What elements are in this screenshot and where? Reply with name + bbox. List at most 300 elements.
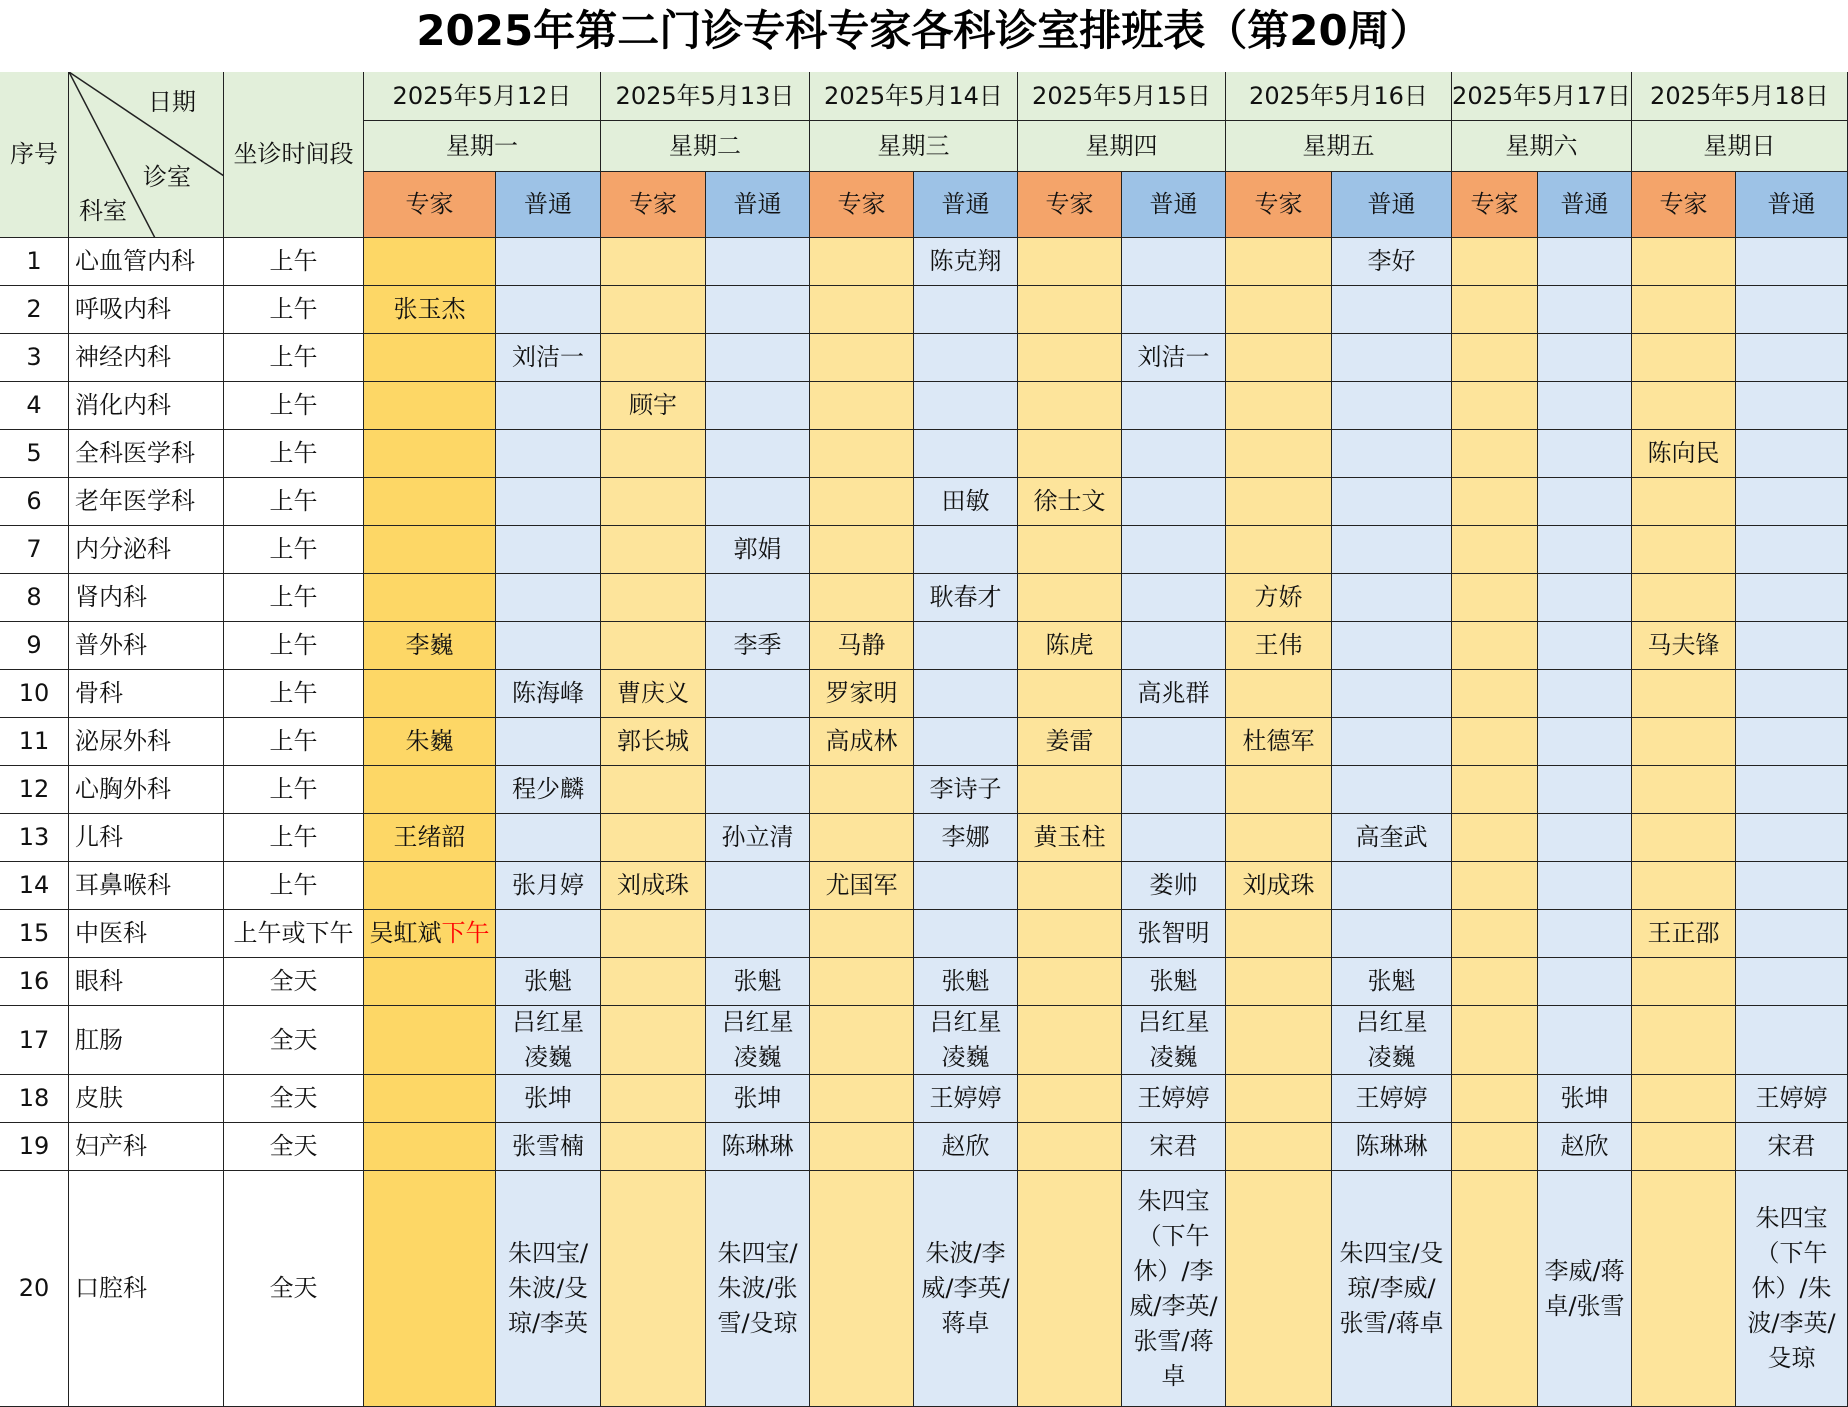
row-dept: 儿科	[69, 814, 224, 862]
general-cell	[496, 382, 601, 430]
row-seq: 8	[0, 574, 69, 622]
header-weekday: 星期一	[364, 121, 601, 172]
general-cell	[914, 622, 1018, 670]
general-cell: 朱四宝 （下午 休）/朱 波/李英/ 殳琼	[1736, 1171, 1848, 1407]
general-cell	[706, 862, 810, 910]
expert-cell: 杜德军	[1226, 718, 1332, 766]
expert-cell	[1452, 526, 1538, 574]
expert-cell: 高成林	[810, 718, 914, 766]
general-cell: 朱波/李 威/李英/ 蒋卓	[914, 1171, 1018, 1407]
header-date: 2025年5月17日	[1452, 72, 1632, 121]
general-cell	[496, 910, 601, 958]
expert-cell	[364, 574, 496, 622]
general-cell	[706, 574, 810, 622]
general-cell	[1332, 526, 1452, 574]
general-cell: 李好	[1332, 238, 1452, 286]
row-dept: 耳鼻喉科	[69, 862, 224, 910]
expert-cell	[1452, 382, 1538, 430]
row-dept: 中医科	[69, 910, 224, 958]
row-time: 上午	[224, 382, 364, 430]
row-time: 全天	[224, 1123, 364, 1171]
general-cell	[1538, 574, 1632, 622]
expert-cell	[1018, 1171, 1122, 1407]
row-time: 全天	[224, 1075, 364, 1123]
expert-cell	[810, 574, 914, 622]
expert-cell	[810, 286, 914, 334]
row-dept: 妇产科	[69, 1123, 224, 1171]
expert-cell	[364, 526, 496, 574]
expert-cell	[1018, 430, 1122, 478]
general-cell: 朱四宝/ 朱波/殳 琼/李英	[496, 1171, 601, 1407]
general-cell	[1122, 430, 1226, 478]
expert-cell	[1632, 238, 1736, 286]
row-seq: 12	[0, 766, 69, 814]
row-time: 全天	[224, 958, 364, 1006]
expert-cell	[1226, 1171, 1332, 1407]
expert-cell	[1452, 1123, 1538, 1171]
expert-cell	[601, 1006, 706, 1075]
row-dept: 神经内科	[69, 334, 224, 382]
expert-cell	[1632, 1171, 1736, 1407]
general-cell: 宋君	[1122, 1123, 1226, 1171]
row-dept: 泌尿外科	[69, 718, 224, 766]
expert-cell: 王正邵	[1632, 910, 1736, 958]
expert-cell: 陈向民	[1632, 430, 1736, 478]
row-time: 上午	[224, 814, 364, 862]
general-cell: 陈海峰	[496, 670, 601, 718]
general-cell	[1122, 766, 1226, 814]
row-dept: 消化内科	[69, 382, 224, 430]
expert-cell	[1452, 1006, 1538, 1075]
expert-cell	[810, 1123, 914, 1171]
general-cell	[1736, 670, 1848, 718]
general-cell: 张魁	[496, 958, 601, 1006]
expert-cell	[1632, 382, 1736, 430]
general-cell	[914, 430, 1018, 478]
header-general: 普通	[1538, 172, 1632, 238]
general-cell: 张魁	[1122, 958, 1226, 1006]
general-cell	[1122, 574, 1226, 622]
general-cell	[1736, 238, 1848, 286]
expert-cell	[1632, 478, 1736, 526]
general-cell	[1332, 862, 1452, 910]
general-cell	[1538, 286, 1632, 334]
expert-cell	[1018, 958, 1122, 1006]
general-cell	[1122, 382, 1226, 430]
general-cell	[1332, 622, 1452, 670]
general-cell	[914, 718, 1018, 766]
expert-cell: 顾宇	[601, 382, 706, 430]
row-dept: 老年医学科	[69, 478, 224, 526]
general-cell	[1736, 286, 1848, 334]
header-general: 普通	[1736, 172, 1848, 238]
expert-cell: 尤国军	[810, 862, 914, 910]
expert-cell	[1226, 1123, 1332, 1171]
row-dept: 全科医学科	[69, 430, 224, 478]
expert-cell	[1018, 382, 1122, 430]
expert-cell	[601, 430, 706, 478]
general-cell: 刘洁一	[1122, 334, 1226, 382]
general-cell: 田敏	[914, 478, 1018, 526]
general-cell	[1736, 382, 1848, 430]
general-cell	[496, 814, 601, 862]
row-dept: 肾内科	[69, 574, 224, 622]
general-cell	[1332, 286, 1452, 334]
expert-cell: 徐士文	[1018, 478, 1122, 526]
general-cell: 张魁	[706, 958, 810, 1006]
expert-cell	[601, 814, 706, 862]
header-expert: 专家	[364, 172, 496, 238]
row-time: 上午	[224, 286, 364, 334]
expert-cell	[364, 910, 496, 958]
expert-cell	[810, 814, 914, 862]
expert-cell: 刘成珠	[1226, 862, 1332, 910]
general-cell	[706, 334, 810, 382]
general-cell: 朱四宝 （下午 休）/李 威/李英/ 张雪/蒋 卓	[1122, 1171, 1226, 1407]
general-cell	[914, 670, 1018, 718]
general-cell	[496, 526, 601, 574]
expert-cell	[601, 622, 706, 670]
expert-cell	[1226, 1075, 1332, 1123]
expert-cell	[1452, 958, 1538, 1006]
expert-cell	[1632, 334, 1736, 382]
general-cell	[1538, 958, 1632, 1006]
general-cell: 吕红星 凌巍	[1332, 1006, 1452, 1075]
expert-cell	[1632, 574, 1736, 622]
general-cell	[1538, 718, 1632, 766]
general-cell: 张魁	[914, 958, 1018, 1006]
expert-cell	[1452, 910, 1538, 958]
expert-cell	[1632, 526, 1736, 574]
general-cell: 张坤	[706, 1075, 810, 1123]
row-dept: 皮肤	[69, 1075, 224, 1123]
general-cell	[1538, 382, 1632, 430]
expert-cell	[601, 1123, 706, 1171]
header-date: 2025年5月16日	[1226, 72, 1452, 121]
expert-cell: 曹庆义	[601, 670, 706, 718]
expert-cell: 罗家明	[810, 670, 914, 718]
general-cell	[496, 622, 601, 670]
general-cell	[1736, 862, 1848, 910]
row-time: 上午	[224, 478, 364, 526]
expert-cell	[1018, 766, 1122, 814]
expert-cell	[1018, 1006, 1122, 1075]
expert-cell	[1452, 1075, 1538, 1123]
general-cell	[1538, 766, 1632, 814]
general-cell	[1122, 814, 1226, 862]
expert-cell	[1018, 862, 1122, 910]
expert-cell	[1632, 718, 1736, 766]
general-cell: 张智明	[1122, 910, 1226, 958]
header-dept-label: 科室	[79, 197, 127, 225]
general-cell: 陈克翔	[914, 238, 1018, 286]
general-cell: 李季	[706, 622, 810, 670]
general-cell	[1736, 958, 1848, 1006]
expert-cell	[364, 1123, 496, 1171]
expert-cell	[1226, 478, 1332, 526]
general-cell: 孙立清	[706, 814, 810, 862]
general-cell: 郭娟	[706, 526, 810, 574]
row-seq: 2	[0, 286, 69, 334]
expert-cell	[1018, 238, 1122, 286]
general-cell	[1736, 1006, 1848, 1075]
header-weekday: 星期三	[810, 121, 1018, 172]
expert-cell	[810, 1171, 914, 1407]
expert-cell	[601, 766, 706, 814]
general-cell	[1538, 622, 1632, 670]
general-cell: 张坤	[1538, 1075, 1632, 1123]
general-cell	[1538, 334, 1632, 382]
expert-cell	[1018, 574, 1122, 622]
expert-cell	[810, 238, 914, 286]
expert-cell	[1018, 334, 1122, 382]
expert-cell	[1452, 286, 1538, 334]
expert-cell	[1018, 910, 1122, 958]
header-expert: 专家	[1226, 172, 1332, 238]
expert-cell	[364, 1075, 496, 1123]
row-seq: 15	[0, 910, 69, 958]
row-seq: 14	[0, 862, 69, 910]
header-date: 2025年5月15日	[1018, 72, 1226, 121]
general-cell	[496, 718, 601, 766]
general-cell	[1538, 478, 1632, 526]
header-weekday: 星期六	[1452, 121, 1632, 172]
expert-cell	[810, 430, 914, 478]
general-cell: 李娜	[914, 814, 1018, 862]
general-cell	[1538, 238, 1632, 286]
expert-cell	[1452, 622, 1538, 670]
expert-cell	[1018, 670, 1122, 718]
expert-cell	[1018, 526, 1122, 574]
general-cell	[1332, 334, 1452, 382]
row-seq: 17	[0, 1006, 69, 1075]
general-cell	[1736, 718, 1848, 766]
general-cell	[914, 526, 1018, 574]
expert-cell: 王绪韶	[364, 814, 496, 862]
row-seq: 10	[0, 670, 69, 718]
expert-cell: 马夫锋	[1632, 622, 1736, 670]
general-cell	[1332, 430, 1452, 478]
general-cell: 娄帅	[1122, 862, 1226, 910]
general-cell	[1332, 718, 1452, 766]
doctor-name: 吴虹斌	[369, 919, 442, 947]
expert-cell	[1632, 670, 1736, 718]
general-cell	[914, 334, 1018, 382]
expert-cell	[601, 958, 706, 1006]
expert-cell: 李巍	[364, 622, 496, 670]
header-expert: 专家	[1018, 172, 1122, 238]
expert-cell	[1452, 430, 1538, 478]
general-cell	[706, 766, 810, 814]
expert-cell	[810, 526, 914, 574]
row-dept: 骨科	[69, 670, 224, 718]
general-cell	[1332, 910, 1452, 958]
general-cell: 陈琳琳	[706, 1123, 810, 1171]
general-cell	[1332, 382, 1452, 430]
expert-cell	[1632, 1123, 1736, 1171]
expert-cell	[364, 1006, 496, 1075]
header-weekday: 星期五	[1226, 121, 1452, 172]
header-expert: 专家	[1452, 172, 1538, 238]
expert-cell	[1452, 670, 1538, 718]
expert-cell	[810, 766, 914, 814]
general-cell	[706, 382, 810, 430]
row-time: 上午	[224, 526, 364, 574]
general-cell	[1538, 910, 1632, 958]
expert-cell	[810, 910, 914, 958]
header-weekday: 星期日	[1632, 121, 1848, 172]
expert-cell: 陈虎	[1018, 622, 1122, 670]
row-time: 上午或下午	[224, 910, 364, 958]
general-cell	[1736, 622, 1848, 670]
general-cell	[496, 430, 601, 478]
general-cell	[1122, 526, 1226, 574]
header-room-label: 诊室	[143, 163, 191, 191]
header-date: 2025年5月14日	[810, 72, 1018, 121]
general-cell	[1736, 814, 1848, 862]
general-cell: 耿春才	[914, 574, 1018, 622]
expert-cell	[810, 958, 914, 1006]
row-dept: 肛肠	[69, 1006, 224, 1075]
general-cell: 张月婷	[496, 862, 601, 910]
row-dept: 心血管内科	[69, 238, 224, 286]
row-time: 上午	[224, 238, 364, 286]
header-general: 普通	[1122, 172, 1226, 238]
expert-cell	[1226, 286, 1332, 334]
general-cell	[1122, 622, 1226, 670]
row-dept: 眼科	[69, 958, 224, 1006]
expert-cell	[1226, 910, 1332, 958]
row-time: 上午	[224, 718, 364, 766]
row-dept: 心胸外科	[69, 766, 224, 814]
general-cell: 吕红星 凌巍	[1122, 1006, 1226, 1075]
general-cell	[914, 382, 1018, 430]
general-cell	[1538, 430, 1632, 478]
row-time: 上午	[224, 334, 364, 382]
general-cell	[1736, 910, 1848, 958]
expert-cell: 黄玉柱	[1018, 814, 1122, 862]
row-dept: 内分泌科	[69, 526, 224, 574]
expert-cell: 马静	[810, 622, 914, 670]
row-seq: 13	[0, 814, 69, 862]
general-cell	[1736, 334, 1848, 382]
general-cell	[496, 478, 601, 526]
general-cell	[1332, 766, 1452, 814]
expert-cell	[364, 862, 496, 910]
row-time: 上午	[224, 670, 364, 718]
row-seq: 9	[0, 622, 69, 670]
expert-cell	[1226, 526, 1332, 574]
expert-cell	[1632, 1006, 1736, 1075]
expert-cell	[1632, 862, 1736, 910]
general-cell	[496, 286, 601, 334]
general-cell	[1538, 862, 1632, 910]
expert-cell	[601, 910, 706, 958]
general-cell: 宋君	[1736, 1123, 1848, 1171]
expert-cell	[1452, 574, 1538, 622]
general-cell: 程少麟	[496, 766, 601, 814]
general-cell	[1538, 526, 1632, 574]
general-cell: 王婷婷	[1332, 1075, 1452, 1123]
expert-cell	[364, 766, 496, 814]
general-cell: 张魁	[1332, 958, 1452, 1006]
general-cell: 高兆群	[1122, 670, 1226, 718]
general-cell	[1736, 430, 1848, 478]
header-general: 普通	[706, 172, 810, 238]
row-seq: 19	[0, 1123, 69, 1171]
general-cell	[1736, 766, 1848, 814]
general-cell	[914, 862, 1018, 910]
expert-cell: 张玉杰	[364, 286, 496, 334]
expert-cell	[601, 1075, 706, 1123]
row-time: 全天	[224, 1006, 364, 1075]
expert-cell	[810, 382, 914, 430]
row-time: 全天	[224, 1171, 364, 1407]
general-cell	[706, 238, 810, 286]
row-dept: 呼吸内科	[69, 286, 224, 334]
general-cell: 王婷婷	[914, 1075, 1018, 1123]
general-cell	[1332, 478, 1452, 526]
general-cell	[1538, 670, 1632, 718]
expert-cell	[1452, 1171, 1538, 1407]
general-cell: 陈琳琳	[1332, 1123, 1452, 1171]
row-seq: 3	[0, 334, 69, 382]
expert-cell	[364, 670, 496, 718]
general-cell: 张雪楠	[496, 1123, 601, 1171]
expert-cell	[1452, 718, 1538, 766]
expert-cell: 方娇	[1226, 574, 1332, 622]
expert-cell	[601, 334, 706, 382]
page-title: 2025年第二门诊专科专家各科诊室排班表（第20周）	[416, 6, 1432, 55]
row-dept: 普外科	[69, 622, 224, 670]
expert-cell	[810, 334, 914, 382]
expert-cell	[1226, 1006, 1332, 1075]
general-cell	[496, 574, 601, 622]
expert-cell	[1632, 814, 1736, 862]
expert-cell	[1452, 334, 1538, 382]
row-seq: 18	[0, 1075, 69, 1123]
expert-cell	[1452, 862, 1538, 910]
header-general: 普通	[496, 172, 601, 238]
row-time: 上午	[224, 622, 364, 670]
row-seq: 7	[0, 526, 69, 574]
header-general: 普通	[1332, 172, 1452, 238]
row-time: 上午	[224, 574, 364, 622]
expert-cell	[364, 478, 496, 526]
row-seq: 4	[0, 382, 69, 430]
general-cell: 李诗子	[914, 766, 1018, 814]
general-cell	[914, 910, 1018, 958]
header-expert: 专家	[601, 172, 706, 238]
general-cell	[1332, 574, 1452, 622]
general-cell: 赵欣	[914, 1123, 1018, 1171]
expert-cell	[1226, 958, 1332, 1006]
expert-cell	[1226, 766, 1332, 814]
expert-cell	[1226, 382, 1332, 430]
expert-cell	[1452, 814, 1538, 862]
expert-cell	[1018, 1123, 1122, 1171]
general-cell: 吕红星 凌巍	[496, 1006, 601, 1075]
general-cell	[706, 286, 810, 334]
row-seq: 5	[0, 430, 69, 478]
expert-cell	[1226, 430, 1332, 478]
general-cell	[1122, 478, 1226, 526]
expert-cell	[601, 238, 706, 286]
expert-cell: 朱巍	[364, 718, 496, 766]
expert-cell	[1226, 334, 1332, 382]
expert-cell	[364, 430, 496, 478]
expert-cell	[364, 238, 496, 286]
